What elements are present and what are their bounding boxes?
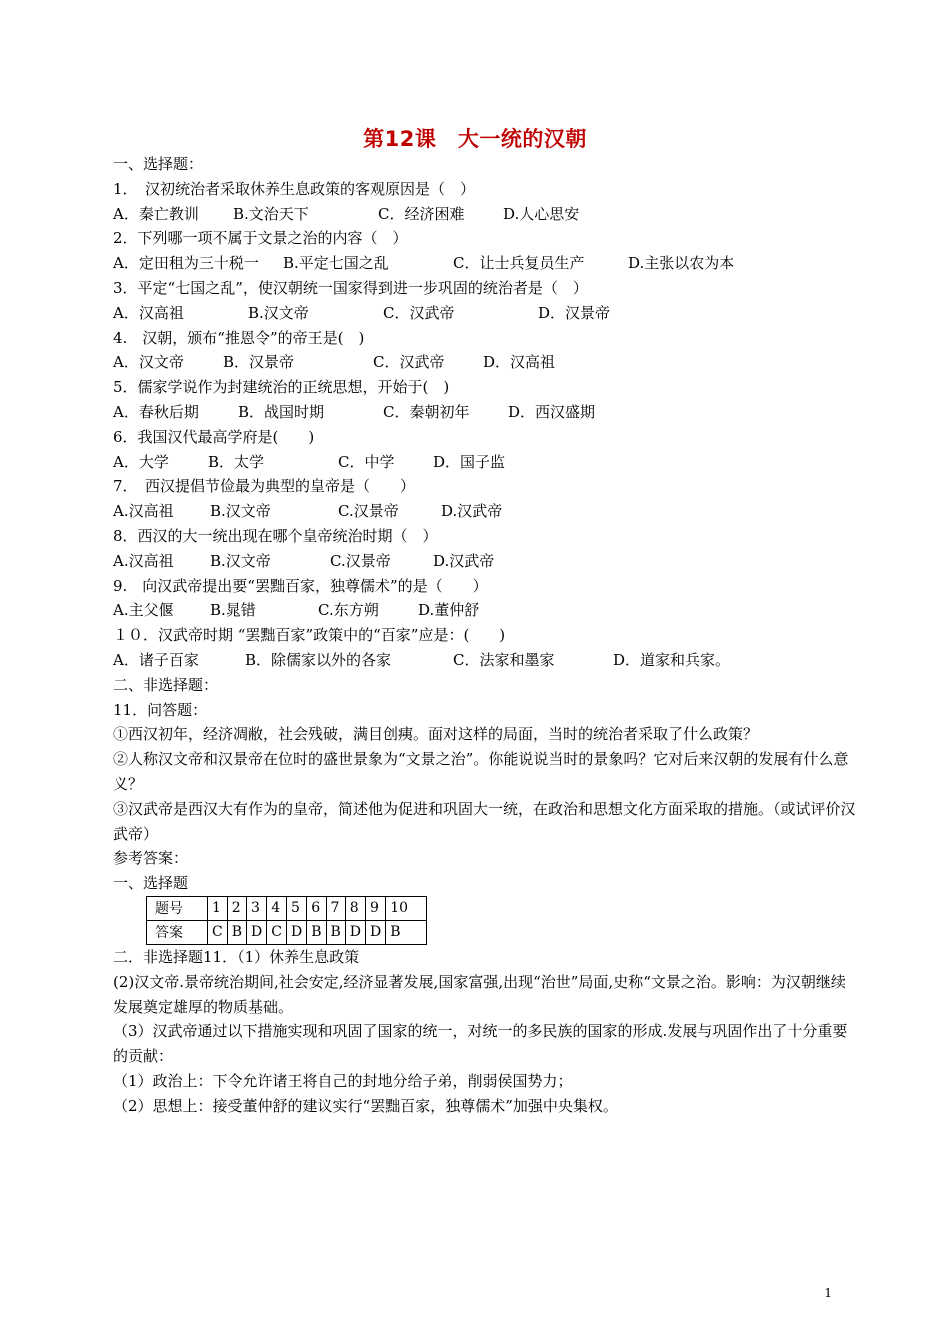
question-option: B．除儒家以外的各家: [245, 650, 392, 669]
question-1-text: 1． 汉初统治者采取休养生息政策的客观原因是（ ）: [113, 179, 476, 198]
answer-number: 2: [227, 896, 246, 920]
answers-section-choice: 一、选择题: [113, 874, 189, 893]
answer-table-number-row: [147, 896, 427, 920]
question-option: B．战国时期: [238, 402, 325, 421]
question-option: B.汉文帝: [210, 502, 271, 521]
answer-letter: D: [345, 920, 365, 944]
question-option: C．秦朝初年: [383, 402, 470, 421]
answer-letter: D: [286, 920, 306, 944]
page-title: 第12课 大一统的汉朝: [363, 127, 587, 151]
question-8-text: 8．西汉的大一统出现在哪个皇帝统治时期（ ）: [113, 526, 438, 545]
answer-number: 9: [366, 896, 386, 920]
q11-item-3: ③汉武帝是西汉大有作为的皇帝，简述他为促进和巩固大一统，在政治和思想文化方面采取的措施。（或试评价汉武帝）: [113, 799, 856, 843]
question-option: A.汉高祖: [113, 551, 174, 570]
question-option: D.董仲舒: [418, 601, 480, 620]
question-option: A.汉高祖: [113, 502, 174, 521]
answer-number: 7: [326, 896, 345, 920]
question-10-options: [113, 648, 858, 673]
answers-title: 参考答案：: [113, 849, 189, 868]
answer-paragraph: （3）汉武帝通过以下措施实现和巩固了国家的统一，对统一的多民族的国家的形成.发展与巩固作出了十分重要的贡献：: [113, 1022, 848, 1066]
question-4-text: 4. 汉朝，颁布“推恩令”的帝王是( ): [113, 328, 365, 347]
question-option: D．汉景帝: [538, 303, 611, 322]
answer-paragraph: (2)汉文帝.景帝统治期间,社会安定,经济显著发展,国家富强,出现“治世”局面,史称“文景之治。影响：为汉朝继续发展奠定雄厚的物质基础。: [113, 972, 846, 1016]
section-heading-choice: 一、选择题：: [113, 155, 204, 173]
question-5-text: 5．儒家学说作为封建统治的正统思想，开始于( ): [113, 378, 450, 397]
answer-number: 8: [345, 896, 365, 920]
question-option: D.汉武帝: [441, 502, 503, 521]
question-2-options: [113, 251, 858, 276]
question-option: C.汉景帝: [330, 551, 391, 570]
q11-item-2: ②人称汉文帝和汉景帝在位时的盛世景象为“文景之治”。你能说说当时的景象吗？它对后来汉朝的发展有什么意义？: [113, 750, 849, 793]
question-option: C．让士兵复员生产: [453, 254, 585, 273]
answer-letter: B: [326, 920, 345, 944]
answer-table-number-label: 题号: [147, 896, 208, 920]
question-option: B．太学: [208, 452, 265, 471]
question-option: A．秦亡教训: [113, 204, 199, 223]
answer-letter: D: [247, 920, 267, 944]
question-3-options: [113, 301, 858, 326]
question-option: D.汉武帝: [433, 551, 495, 570]
question-option: D．西汉盛期: [508, 402, 596, 421]
question-option: B．汉景帝: [223, 353, 295, 372]
answer-paragraph: （2）思想上：接受董仲舒的建议实行“罢黜百家，独尊儒术”加强中央集权。: [113, 1096, 618, 1115]
answer-letter: C: [267, 920, 287, 944]
document-body: [113, 152, 858, 1118]
question-option: B.平定七国之乱: [283, 254, 389, 273]
question-5-options: [113, 400, 858, 425]
question-option: C．汉武帝: [373, 353, 445, 372]
question-list: [113, 177, 858, 673]
answer-number: 3: [247, 896, 267, 920]
answer-number: 10: [386, 896, 427, 920]
q11-title: 11．问答题：: [113, 700, 208, 719]
answer-number: 5: [286, 896, 306, 920]
answer-table-answer-row: [147, 920, 427, 944]
question-option: D．汉高祖: [483, 353, 556, 372]
question-3-text: 3．平定“七国之乱”，使汉朝统一国家得到进一步巩固的统治者是（ ）: [113, 278, 588, 297]
question-option: C．经济困难: [378, 204, 465, 223]
question-7-options: [113, 499, 858, 524]
question-4-options: [113, 350, 858, 375]
question-option: D.主张以农为本: [628, 254, 735, 273]
page-number: 1: [824, 1286, 832, 1300]
question-option: C．汉武帝: [383, 303, 455, 322]
question-6-text: 6．我国汉代最高学府是( ): [113, 427, 315, 446]
question-8-options: [113, 549, 858, 574]
answer-letter: B: [227, 920, 246, 944]
section-heading-non-choice: 二、非选择题：: [113, 675, 219, 694]
answers-section-non-choice: 二．非选择题11．（1）休养生息政策: [113, 947, 360, 966]
question-7-text: 7． 西汉提倡节俭最为典型的皇帝是（ ）: [113, 477, 416, 496]
answer-table: [146, 896, 427, 945]
question-option: A．汉高祖: [113, 303, 184, 322]
question-10-text: １０．汉武帝时期 “罢黜百家”政策中的“百家”应是：( ): [113, 626, 506, 645]
answer-letter: B: [307, 920, 326, 944]
question-option: B.汉文帝: [210, 551, 271, 570]
question-option: A．大学: [113, 452, 169, 471]
question-option: B.汉文帝: [248, 303, 309, 322]
question-option: A.主父偃: [113, 601, 174, 620]
question-9-text: 9. 向汉武帝提出要“罢黜百家，独尊儒术”的是（ ）: [113, 576, 488, 595]
answer-letter: D: [366, 920, 386, 944]
answer-number: 1: [208, 896, 228, 920]
question-option: B.文治天下: [233, 204, 309, 223]
question-6-options: [113, 450, 858, 475]
question-9-options: [113, 598, 858, 623]
question-option: B.晁错: [210, 601, 256, 620]
question-option: A．汉文帝: [113, 353, 184, 372]
answer-letter: C: [208, 920, 228, 944]
question-option: C．中学: [338, 452, 395, 471]
answer-number: 6: [307, 896, 326, 920]
answer-paragraph: （1）政治上：下令允许诸王将自己的封地分给子弟，削弱侯国势力；: [113, 1071, 573, 1090]
question-option: D．道家和兵家。: [613, 650, 731, 669]
question-1-options: [113, 202, 858, 227]
question-option: A．春秋后期: [113, 402, 199, 421]
question-option: D．国子监: [433, 452, 506, 471]
q11-item-1: ①西汉初年，经济凋敝，社会残破，满目创痍。面对这样的局面，当时的统治者采取了什么政策？: [113, 725, 759, 744]
question-option: C.东方朔: [318, 601, 379, 620]
question-option: A．定田租为三十税一: [113, 254, 259, 273]
question-2-text: 2．下列哪一项不属于文景之治的内容（ ）: [113, 229, 408, 248]
answer-letter: B: [386, 920, 427, 944]
question-option: C.汉景帝: [338, 502, 399, 521]
answer-number: 4: [267, 896, 287, 920]
answer-table-answer-label: 答案: [147, 920, 208, 944]
question-option: D.人心思安: [503, 204, 580, 223]
question-option: C．法家和墨家: [453, 650, 555, 669]
question-option: A．诸子百家: [113, 650, 199, 669]
